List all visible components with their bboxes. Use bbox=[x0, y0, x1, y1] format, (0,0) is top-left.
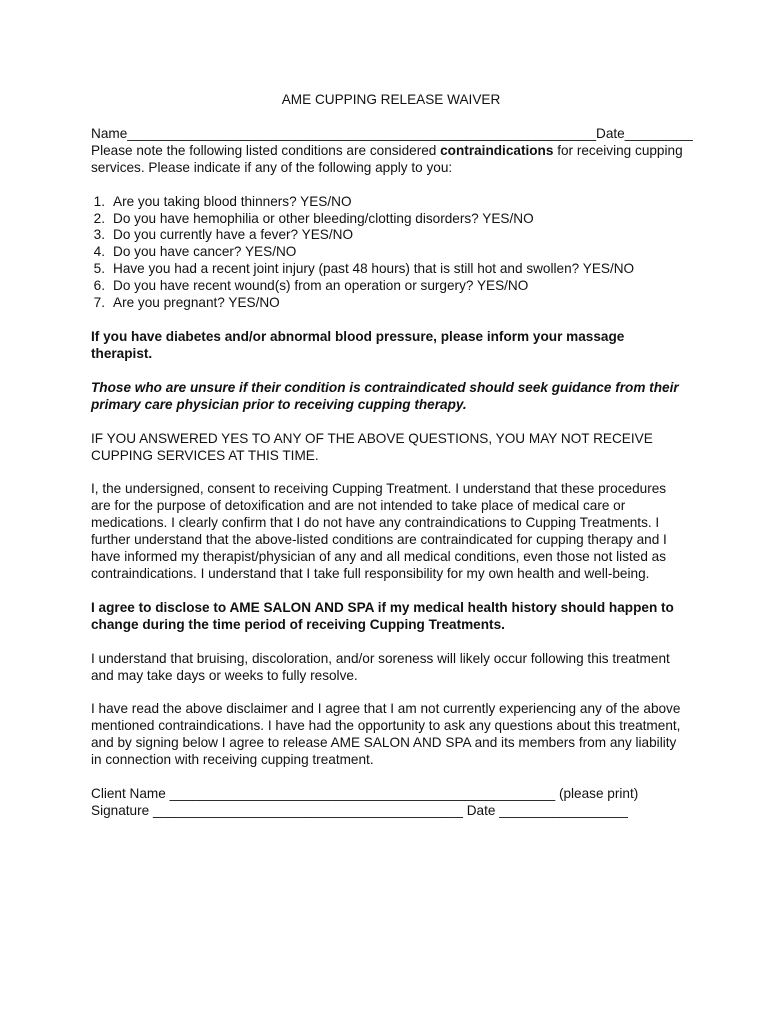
diabetes-notice: If you have diabetes and/or abnormal blood pressure, please inform your massage therapist. bbox=[91, 328, 625, 361]
signature-blank[interactable]: _________________________________________ bbox=[152, 803, 463, 818]
bruising-paragraph: I understand that bruising, discoloration, and/or soreness will likely occur following this treatment and may take days or weeks to fully resolve. bbox=[91, 650, 670, 683]
intro-paragraph bbox=[91, 143, 683, 177]
yes-notice: IF YOU ANSWERED YES TO ANY OF THE ABOVE QUESTIONS, YOU MAY NOT RECEIVE CUPPING SERVICES AT THIS TIME. bbox=[91, 430, 653, 463]
signature-line bbox=[91, 803, 683, 820]
intro-emphasis: contraindications bbox=[440, 142, 554, 158]
intro-text-after: for receiving cupping services. Please indicate if any of the following apply to you: bbox=[91, 142, 683, 175]
contraindication-questions bbox=[91, 194, 683, 312]
client-name-suffix: (please print) bbox=[558, 786, 639, 802]
release-paragraph: I have read the above disclaimer and I agree that I am not currently experiencing any of the above mentioned contraindications. I have had the opportunity to ask any questions about this treatment, and by signing below I agree to release AME SALON AND SPA and its members from any liability in connection with receiving cupping treatment. bbox=[91, 701, 681, 768]
name-blank[interactable]: ______________________________________________________________ bbox=[127, 125, 596, 141]
name-label: Name bbox=[91, 125, 128, 141]
question-item: Are you pregnant? YES/NO bbox=[113, 295, 280, 311]
question-item: Do you have hemophilia or other bleeding/clotting disorders? YES/NO bbox=[113, 210, 534, 226]
date-blank[interactable]: _________ bbox=[624, 125, 693, 141]
unsure-notice: Those who are unsure if their condition is contraindicated should seek guidance from their primary care physician prior to receiving cupping therapy. bbox=[91, 379, 679, 412]
question-item: Do you have cancer? YES/NO bbox=[113, 244, 297, 260]
document-title: AME CUPPING RELEASE WAIVER bbox=[281, 92, 501, 107]
question-item: Are you taking blood thinners? YES/NO bbox=[113, 193, 352, 209]
consent-paragraph: I, the undersigned, consent to receiving Cupping Treatment. I understand that these procedures are for the purpose of detoxification and are not intended to take place of medical care or medications. I clearly confirm that I do not have any contraindications to Cupping Treatments. I further understand that the above-listed conditions are contraindicated for cupping therapy and I have informed my therapist/physician of any and all medical conditions, even those not listed as contraindications. I understand that I take full responsibility for my own health and well-being. bbox=[91, 481, 667, 581]
signature-label: Signature bbox=[91, 803, 150, 818]
signature-date-label: Date bbox=[466, 803, 496, 818]
question-item: Do you have recent wound(s) from an operation or surgery? YES/NO bbox=[113, 278, 529, 294]
client-name-label: Client Name bbox=[91, 786, 166, 802]
date-label: Date bbox=[596, 125, 625, 141]
question-item: Have you had a recent joint injury (past 48 hours) that is still hot and swollen? YES/NO bbox=[113, 261, 635, 277]
intro-text-before: Please note the following listed conditions are considered bbox=[91, 142, 441, 158]
client-name-blank[interactable]: ___________________________________________________ bbox=[169, 786, 556, 802]
signature-date-blank[interactable]: _________________ bbox=[499, 803, 628, 818]
client-name-line bbox=[91, 786, 683, 803]
question-item: Do you currently have a fever? YES/NO bbox=[113, 227, 354, 243]
name-date-line bbox=[91, 125, 693, 143]
disclose-paragraph: I agree to disclose to AME SALON AND SPA if my medical health history should happen to change during the time period of receiving Cupping Treatments. bbox=[91, 599, 674, 632]
waiver-document bbox=[91, 92, 693, 820]
